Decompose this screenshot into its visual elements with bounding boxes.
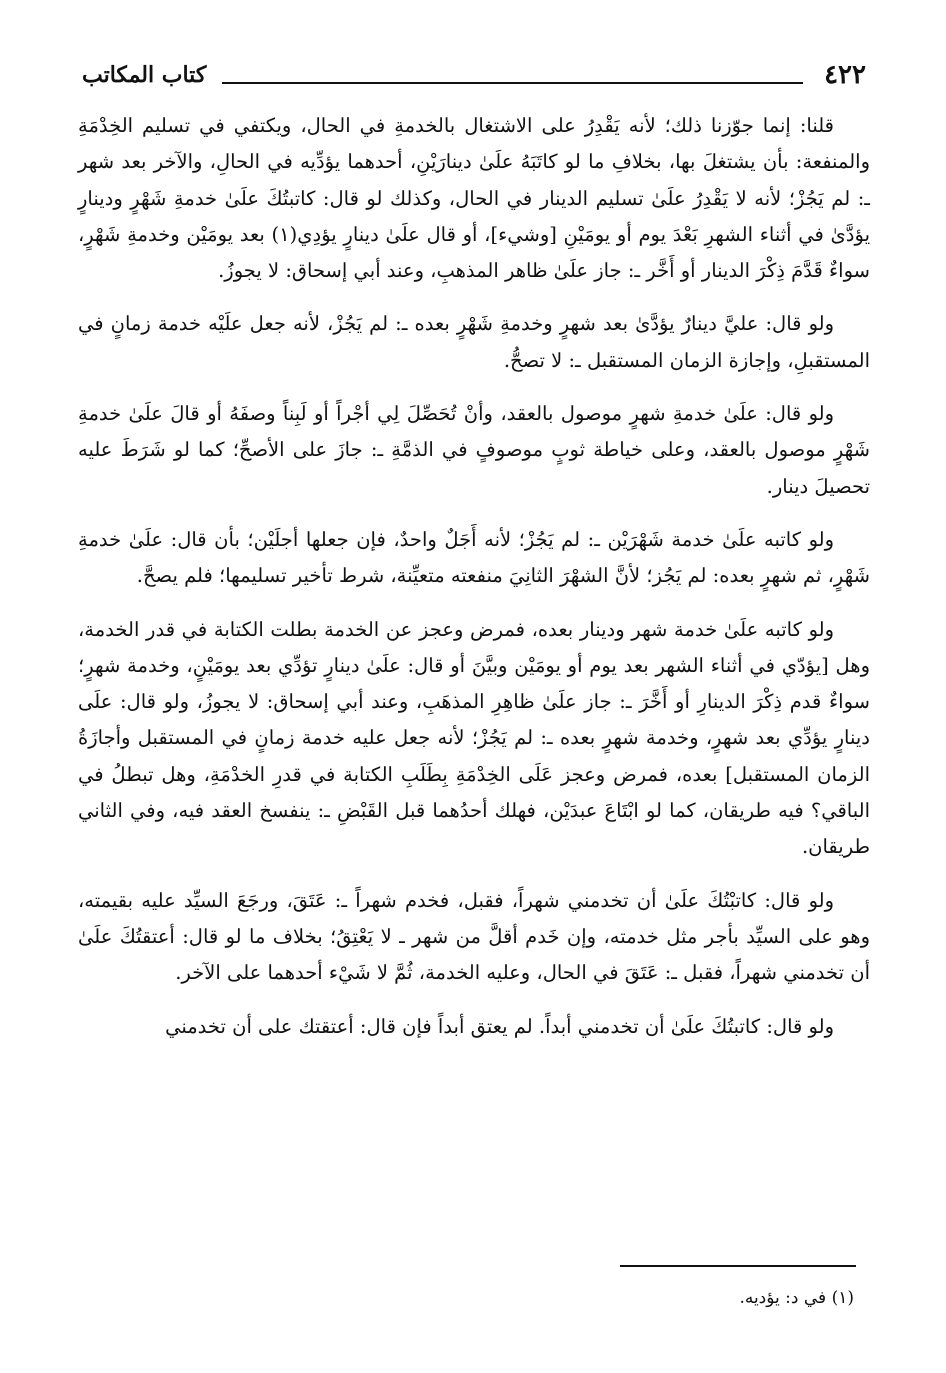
footnote-rule — [620, 1265, 856, 1267]
paragraph-1: قلنا: إنما جوّزنا ذلك؛ لأنه يَقْدِرُ على الاشتغال بالخدمةِ في الحال، ويكتفي في تسليم الخِدْمَةِ والمنفعة: بأن يشتغلَ بها، بخلافِ ما لو كاتَبَهُ علَىٰ دينارَيْنِ، أحدهما يؤدِّيه في الحالِ، والآخر بعد شهر ـ: لم يَجُزْ؛ لأنه لا يَقْدِرُ علَىٰ تسليم الدينار في الحال، وكذلك لو قال: كاتبتُكَ علَىٰ خدمةِ شَهْرٍ ودينارٍ يؤدَّىٰ في أثناء الشهرِ بَعْدَ يوم أو يومَيْنِ [وشيء]، أو قال علَىٰ دينارٍ يؤدِي(١) بعد يومَيْن وخدمةِ شَهْرٍ، سواءٌ قَدَّمَ ذِكْرَ الدينار أو أَخَّر ـ: جاز علَىٰ ظاهر المذهبِ، وعند أبي إسحاق: لا يجوزُ. — [78, 114, 870, 283]
paragraph-3: ولو قال: علَىٰ خدمةِ شهرٍ موصول بالعقد، وأنْ تُحَصِّلَ لِي أجْراً أو لَبِناً وصفَهُ أو قالَ علَىٰ خدمةِ شَهْرٍ موصول بالعقد، وعلى خياطة ثوبٍ موصوفٍ في الذمَّةِ ـ: جازَ على الأصحِّ؛ كما لو شَرَطَ عليه تحصيلَ دينار. — [78, 402, 870, 498]
paragraph-6: ولو قال: كاتبْتُكَ علَىٰ أن تخدمني شهراً، فقبل، فخدم شهراً ـ: عَتَقَ، ورجَعَ السيِّد عليه بقيمته، وهو على السيِّد بأجر مثل خدمته، وإن خَدم أقلَّ من شهر ـ لا يَعْتِقُ؛ بخلاف ما لو قال: أعتقتُكَ علَىٰ أن تخدمني شهراً، فقبل ـ: عَتَقَ في الحال، وعليه الخدمة، ثُمَّ لا شَيْء أحدهما على الآخر. — [78, 888, 870, 985]
paragraph-2: ولو قال: عليَّ دينارٌ يؤدَّىٰ بعد شهرٍ وخدمةِ شَهْرٍ بعده ـ: لم يَجُزْ، لأنه جعل علَيْه خدمة زمانٍ في المستقبلِ، وإجازة الزمان المستقبل ـ: لا تصحُّ. — [78, 312, 870, 372]
running-title: كتاب المكاتب — [82, 62, 207, 88]
header-rule — [222, 82, 803, 84]
page-header — [82, 56, 866, 96]
body-text — [78, 108, 870, 1062]
page-number: ٤٢٢ — [824, 60, 866, 90]
paragraph-5: ولو كاتبه علَىٰ خدمة شهر ودينار بعده، فمرض وعجز عن الخدمة بطلت الكتابة في قدر الخدمة، وهل [يؤدّي في أثناء الشهر بعد يوم أو يومَيْن وبيَّنَ أو قال: علَىٰ دينارٍ تؤدِّي بعد يومَيْنٍ، وخدمة شهرٍ؛ سواءٌ قدم ذِكْرَ الدينارِ أو أَخَّرَ ـ: جاز علَىٰ ظاهِرِ المذهَبِ، وعند أبي إسحاق: لا يجوزُ، ولو قال: علَى دينارٍ يؤدِّي بعد شهرٍ، وخدمة شهرٍ بعده ـ: لم يَجُزْ؛ لأنه جعل عليه خدمة زمانٍ في المستقبل وأجازَةُ الزمان المستقبل] بعده، فمرض وعجز عَلَى الخِدْمَةِ بِطَلَبِ الكتابة في قدرِ الخدْمَةِ، وهل تبطلُ في الباقي؟ فيه طريقان، كما لو ابْتَاعَ عبدَيْن، فهلك أحدُهما قبل القَبْضِ ـ: ينفسخ العقد فيه، وفي الثاني طريقان. — [78, 617, 870, 859]
paragraph-7: ولو قال: كاتبتُكَ علَىٰ أن تخدمني أبداً. لم يعتق أبداً فإن قال: أعتقتك على أن تخدمني — [165, 1014, 834, 1038]
footnote: (١) في د: يؤديه. — [739, 1288, 854, 1308]
paragraph-4: ولو كاتبه علَىٰ خدمة شَهْرَيْن ـ: لم يَجُزْ؛ لأنه أَجَلٌ واحدٌ، فإن جعلها أجلَيْن؛ بأن قال: علَىٰ خدمةِ شَهْرٍ، ثم شهرٍ بعده: لم يَجُز؛ لأنَّ الشهْرَ الثانِيَ منفعته متعيِّنة، شرط تأخير تسليمها؛ فلم يصحَّ. — [78, 527, 870, 588]
